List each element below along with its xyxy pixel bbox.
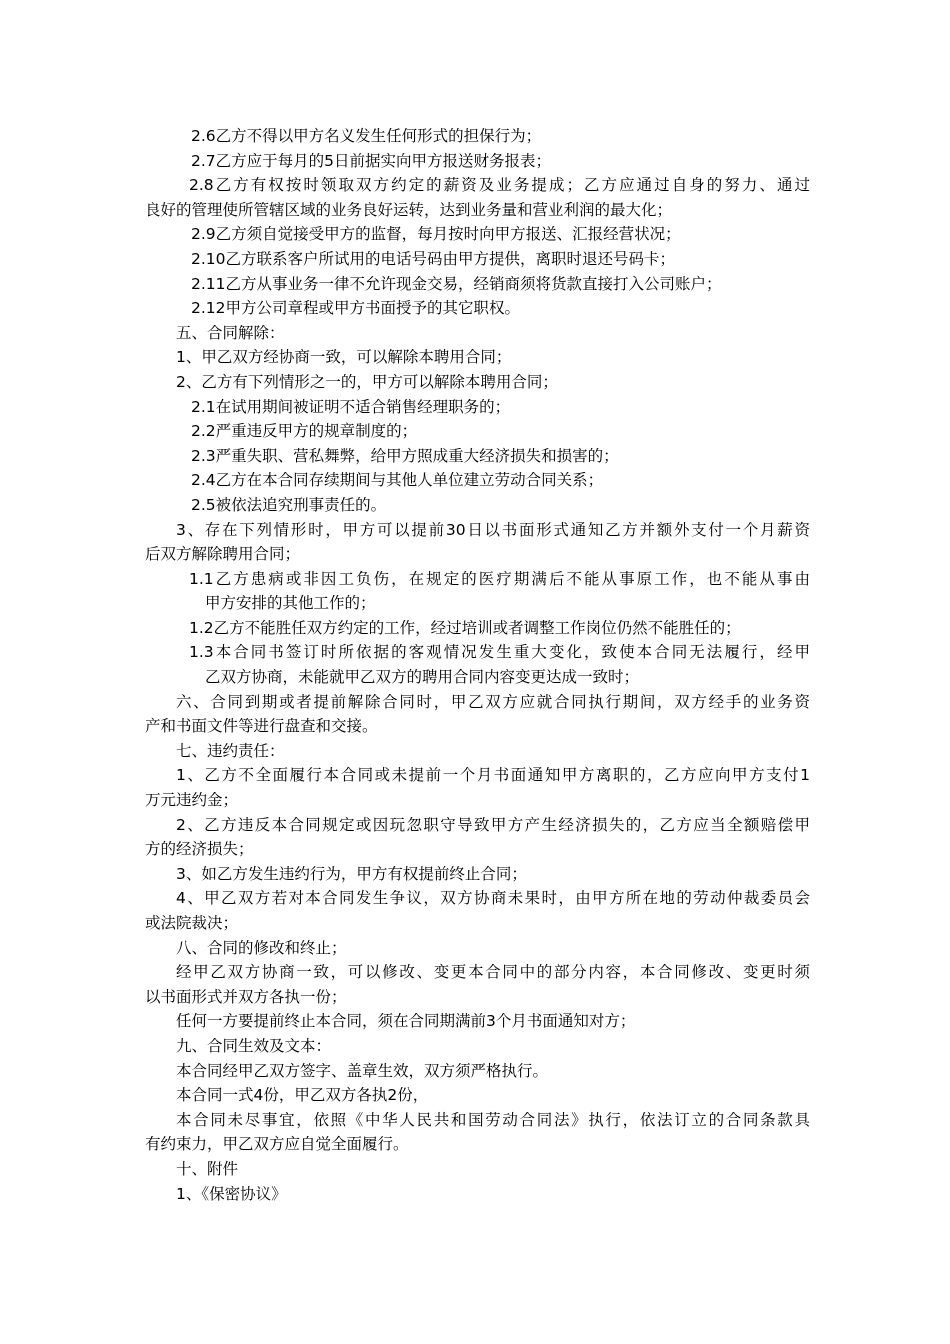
text-line: 甲方安排的其他工作的； xyxy=(205,594,376,613)
text-line: 2.12甲方公司章程或甲方书面授予的其它职权。 xyxy=(191,299,521,318)
text-line: 任何一方要提前终止本合同，须在合同期满前3个月书面通知对方； xyxy=(176,1012,636,1031)
text-line: 六、合同到期或者提前解除合同时，甲乙双方应就合同执行期间，双方经手的业务资 xyxy=(176,692,810,711)
text-line: 1、乙方不全面履行本合同或未提前一个月书面通知甲方离职的，乙方应向甲方支付1 xyxy=(176,766,810,785)
text-line: 或法院裁决； xyxy=(145,914,239,932)
text-line: 经甲乙双方协商一致，可以修改、变更本合同中的部分内容，本合同修改、变更时须 xyxy=(176,963,810,982)
text-line: 1、甲乙双方经协商一致，可以解除本聘用合同； xyxy=(176,348,512,367)
text-line: 2.8乙方有权按时领取双方约定的薪资及业务提成；乙方应通过自身的努力、通过 xyxy=(189,176,810,195)
text-line: 良好的管理使所管辖区域的业务良好运转，达到业务量和营业利润的最大化； xyxy=(145,200,673,219)
text-line: 1.2乙方不能胜任双方约定的工作，经过培训或者调整工作岗位仍然不能胜任的； xyxy=(189,618,741,637)
text-line: 十、附件 xyxy=(176,1159,239,1178)
text-line: 2.1在试用期间被证明不适合销售经理职务的； xyxy=(191,397,511,416)
text-line: 2.10乙方联系客户所试用的电话号码由甲方提供，离职时退还号码卡； xyxy=(191,249,676,268)
text-line: 2.6乙方不得以甲方名义发生任何形式的担保行为； xyxy=(191,127,542,145)
text-line: 八、合同的修改和终止； xyxy=(176,938,347,957)
text-line: 本合同经甲乙双方签字、盖章生效，双方须严格执行。 xyxy=(176,1061,549,1080)
contract-text-body xyxy=(145,124,810,1206)
text-line: 2、乙方违反本合同规定或因玩忽职守导致甲方产生经济损失的，乙方应当全额赔偿甲 xyxy=(176,815,810,834)
text-line: 2、乙方有下列情形之一的，甲方可以解除本聘用合同； xyxy=(176,372,558,391)
text-line: 1.1乙方患病或非因工负伤，在规定的医疗期满后不能从事原工作，也不能从事由 xyxy=(189,569,810,588)
text-line: 2.4乙方在本合同存续期间与其他人单位建立劳动合同关系； xyxy=(191,471,604,490)
text-line: 后双方解除聘用合同； xyxy=(145,545,301,564)
text-line: 本合同未尽事宜，依照《中华人民共和国劳动合同法》执行，依法订立的合同条款具 xyxy=(176,1110,810,1129)
text-line: 乙双方协商，未能就甲乙双方的聘用合同内容变更达成一致时； xyxy=(205,668,640,687)
text-line: 有约束力，甲乙双方应自觉全面履行。 xyxy=(145,1135,409,1154)
text-line: 2.11乙方从事业务一律不允许现金交易，经销商须将货款直接打入公司账户； xyxy=(191,274,722,293)
text-line: 2.5被依法追究刑事责任的。 xyxy=(191,495,387,514)
text-line: 以书面形式并双方各执一份； xyxy=(145,987,347,1006)
text-line: 方的经济损失； xyxy=(145,840,254,859)
text-line: 2.9乙方须自觉接受甲方的监督，每月按时向甲方报送、汇报经营状况； xyxy=(191,225,681,244)
text-line: 2.3严重失职、营私舞弊，给甲方照成重大经济损失和损害的； xyxy=(191,446,619,465)
text-line: 七、违约责任： xyxy=(176,741,285,760)
text-line: 五、合同解除： xyxy=(176,323,285,342)
text-line: 1、《保密协议》 xyxy=(176,1184,287,1203)
text-line: 2.7乙方应于每月的5日前据实向甲方报送财务报表； xyxy=(191,151,552,170)
text-line: 九、合同生效及文本： xyxy=(176,1036,332,1055)
text-line: 万元违约金； xyxy=(145,791,239,810)
text-line: 产和书面文件等进行盘查和交接。 xyxy=(145,717,378,736)
text-line: 本合同一式4份，甲乙双方各执2份， xyxy=(176,1086,429,1105)
text-line: 3、如乙方发生违约行为，甲方有权提前终止合同； xyxy=(176,864,527,883)
text-line: 3、存在下列情形时，甲方可以提前30日以书面形式通知乙方并额外支付一个月薪资 xyxy=(176,520,810,539)
document-page xyxy=(145,124,810,1206)
text-line: 4、甲乙双方若对本合同发生争议，双方协商未果时，由甲方所在地的劳动仲裁委员会 xyxy=(176,889,810,908)
text-line: 2.2严重违反甲方的规章制度的； xyxy=(191,422,418,441)
text-line: 1.3本合同书签订时所依据的客观情况发生重大变化，致使本合同无法履行，经甲 xyxy=(189,643,810,662)
